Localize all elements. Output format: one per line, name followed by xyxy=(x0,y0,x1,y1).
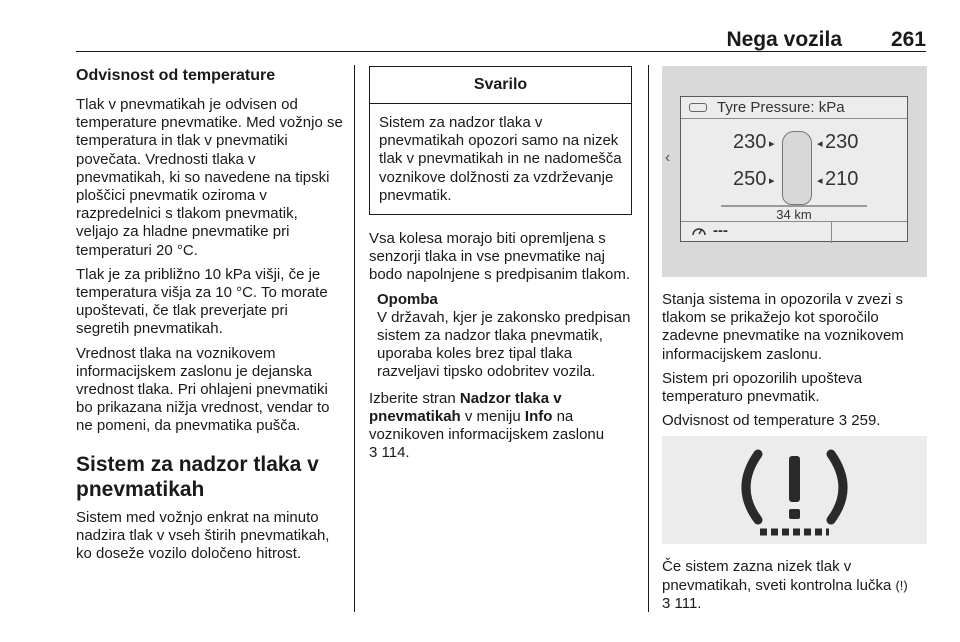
paragraph xyxy=(369,390,632,463)
paragraph: Odvisnost od temperature 3 259. xyxy=(662,412,881,430)
text-run: Izberite stran xyxy=(369,389,460,407)
paragraph xyxy=(662,558,928,613)
tire-front-right-value: 230 xyxy=(825,131,859,153)
distance-value: 34 km xyxy=(776,207,812,222)
paragraph: Vrednost tlaka na voznikovem informacijskem zaslonu je dejanska vrednost tlaka. Pri ohlajeni pnevmatiki bo prikazana nižja vrednost, vendar to ne pomeni, da pnevmatika pušča. xyxy=(76,344,330,435)
tire-rear-right-value: 210 xyxy=(825,168,859,190)
arrow-left-icon: ◂ xyxy=(817,175,823,187)
chevron-left-icon: ‹ xyxy=(665,149,671,166)
text-run: v meniju xyxy=(460,407,525,425)
note-text: V državah, kjer je zakonsko predpisan sistem za nadzor tlaka pnevmatik, uporaba koles brez tipal tlaka razveljavi tipsko odobritev vozila. xyxy=(377,308,631,381)
left-column xyxy=(76,66,344,569)
info-display-screen xyxy=(665,96,908,242)
section-heading-temperature: Odvisnost od temperature xyxy=(76,67,276,84)
tyre-pressure-display-illustration xyxy=(662,66,927,277)
arrow-right-icon: ▸ xyxy=(769,175,775,187)
right-column xyxy=(662,66,928,619)
menu-page-name: Nadzor tlaka v pnevmatikah xyxy=(369,389,562,425)
note-block xyxy=(369,291,632,382)
car-icon xyxy=(689,103,707,112)
car-top-view-icon xyxy=(782,131,812,205)
paragraph: Sistem med vožnjo enkrat na minuto nadzira tlak v vseh štirih pnevmatikah, ko doseže vozilo določeno hitrost. xyxy=(76,508,330,563)
tire-rear-left-value: 250 xyxy=(733,168,767,190)
page-reference: 3 111. xyxy=(662,594,702,612)
header-divider xyxy=(76,51,926,52)
menu-name: Info xyxy=(524,407,553,425)
arrow-right-icon: ▸ xyxy=(769,138,775,150)
paragraph: Tlak v pnevmatikah je odvisen od temperature pnevmatike. Med vožnjo se temperatura in tlak v pnevmatiki povečata. Vrednosti tlaka v pnevmatikah, ki so navedene na tipski ploščici pnevmatik oziroma v razpredelnici s tlakom pnevmatik, veljajo za hladne pnevmatike pri temperaturi 20 °C. xyxy=(76,96,343,259)
page-reference: 3 114. xyxy=(369,444,410,462)
column-divider-2 xyxy=(648,65,649,612)
warning-title: Svarilo xyxy=(370,67,631,104)
page-number: 261 xyxy=(890,28,926,51)
section-heading-tpms: Sistem za nadzor tlaka v pnevmatikah xyxy=(76,452,319,501)
paragraph: Vsa kolesa morajo biti opremljena s senzorji tlaka in vse pnevmatike naj bodo napolnjene s predpisanim tlakom. xyxy=(369,230,630,284)
warning-box xyxy=(369,66,632,215)
screen-footer xyxy=(681,221,907,242)
column-divider-1 xyxy=(354,65,355,612)
tpms-warning-icon-illustration xyxy=(662,436,927,544)
footer-divider xyxy=(831,222,832,243)
text-run: Če sistem zazna nizek tlak v pnevmatikah, sveti kontrolna lučka xyxy=(662,558,892,594)
note-heading: Opomba xyxy=(377,290,438,308)
screen-header xyxy=(681,97,907,119)
status-value: --- xyxy=(713,222,728,239)
tpms-warning-icon xyxy=(662,436,927,544)
arrow-left-icon: ◂ xyxy=(817,138,823,150)
tpms-indicator-icon: (!) xyxy=(895,577,908,593)
paragraph: Tlak je za približno 10 kPa višji, če je temperatura višja za 10 °C. To morate upoštevati, če tlak preverjate pri segretih pnevmatikah. xyxy=(76,265,328,338)
text-run: na voznikoven informacijskem zaslonu xyxy=(369,407,605,444)
paragraph: Stanja sistema in opozorila v zvezi s tlakom se prikažejo kot sporočilo zadevne pnevmatike na voznikovem informacijskem zaslonu. xyxy=(662,291,904,363)
screen-title: Tyre Pressure: kPa xyxy=(717,99,845,116)
tire-front-left-value: 230 xyxy=(733,131,767,153)
middle-column xyxy=(369,66,632,468)
speedometer-icon xyxy=(691,224,707,241)
warning-text: Sistem za nadzor tlaka v pnevmatikah opozori samo na nizek tlak v pnevmatikah in ne nadomešča voznikove dolžnosti za vzdrževanje pnevmatik. xyxy=(379,114,622,204)
running-header-title: Nega vozila xyxy=(726,28,842,51)
paragraph: Sistem pri opozorilih upošteva temperaturo pnevmatik. xyxy=(662,369,863,406)
